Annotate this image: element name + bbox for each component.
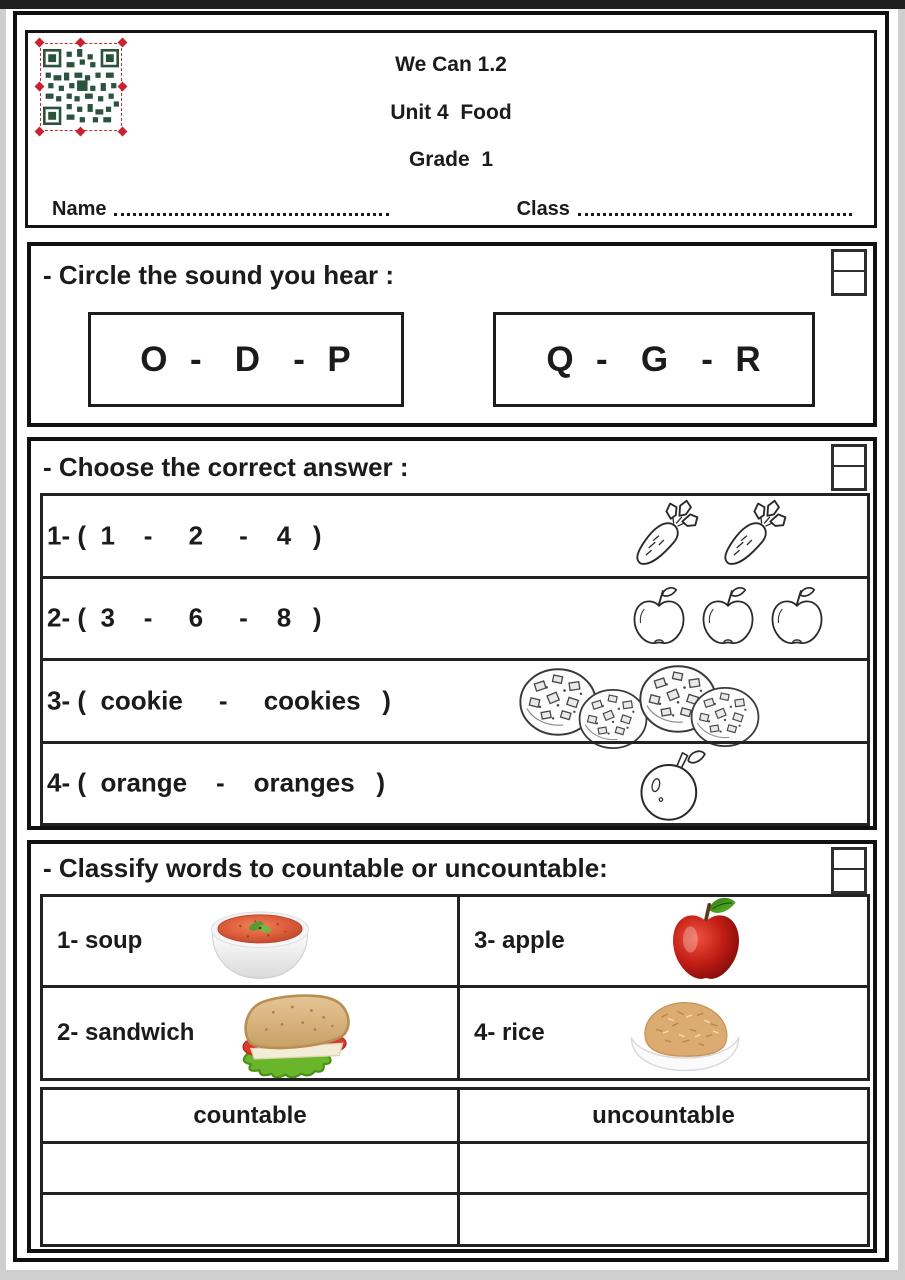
section-choose-title: - Choose the correct answer : xyxy=(43,452,409,482)
item-cell-sandwich xyxy=(43,988,460,1079)
item-label: 1- soup xyxy=(57,926,143,954)
apple-outline-icon xyxy=(627,584,691,652)
choose-table xyxy=(40,493,870,826)
book-title: We Can 1.2 xyxy=(395,53,507,76)
score-box[interactable] xyxy=(831,249,867,296)
section-classify xyxy=(27,840,877,1253)
sandwich-icon xyxy=(220,988,370,1078)
section-classify-title: - Classify words to countable or uncountable: xyxy=(43,853,608,883)
item-cell-soup xyxy=(43,897,460,988)
score-box-divider xyxy=(834,850,864,870)
answer-options-3[interactable]: 3- ( cookie - cookies ) xyxy=(47,685,391,716)
class-blank-line[interactable] xyxy=(578,212,852,216)
uncountable-answer-cell-2[interactable] xyxy=(460,1195,867,1244)
apple-outline-icon xyxy=(765,584,829,652)
classify-items-table xyxy=(40,894,870,1081)
item-label: 4- rice xyxy=(474,1018,545,1046)
selection-handle[interactable] xyxy=(118,127,128,137)
item-cell-rice xyxy=(460,988,867,1079)
apple-outline-icon xyxy=(696,584,760,652)
cookie-icon xyxy=(683,685,767,749)
countable-header: countable xyxy=(43,1090,460,1144)
choose-row-2 xyxy=(43,576,867,659)
classify-answer-table xyxy=(40,1087,870,1247)
scan-edge-strip xyxy=(0,0,905,9)
countable-answer-cell-1[interactable] xyxy=(43,1144,460,1195)
sound-option-box-1[interactable]: O - D - P xyxy=(88,312,404,407)
uncountable-header: uncountable xyxy=(460,1090,867,1144)
score-box[interactable] xyxy=(831,847,867,894)
apple-outline-images xyxy=(627,584,829,652)
score-box-divider xyxy=(834,447,864,467)
choose-row-4 xyxy=(43,741,867,824)
answer-options-4[interactable]: 4- ( orange - oranges ) xyxy=(47,767,386,798)
section-circle-sound xyxy=(27,242,877,427)
soup-bowl-icon xyxy=(194,898,326,984)
grade-title: Grade 1 xyxy=(408,148,494,171)
class-label: Class xyxy=(516,198,570,220)
item-cell-apple xyxy=(460,897,867,988)
sound-option-box-2[interactable]: Q - G - R xyxy=(493,312,815,407)
unit-title: Unit 4 Food xyxy=(390,101,512,124)
answer-options-2[interactable]: 2- ( 3 - 6 - 8 ) xyxy=(47,602,322,633)
header-box xyxy=(25,30,877,228)
rice-bowl-icon xyxy=(615,992,755,1074)
carrot-icon xyxy=(717,497,789,575)
uncountable-answer-cell-1[interactable] xyxy=(460,1144,867,1195)
name-label: Name xyxy=(52,198,107,220)
countable-answer-cell-2[interactable] xyxy=(43,1195,460,1244)
section-circle-title: - Circle the sound you hear : xyxy=(43,260,395,290)
score-box-divider xyxy=(834,252,864,272)
cookie-images xyxy=(511,661,751,741)
score-box[interactable] xyxy=(831,444,867,491)
orange-outline-icon xyxy=(635,741,707,825)
orange-image xyxy=(635,741,707,825)
carrot-icon xyxy=(629,497,701,575)
choose-row-3 xyxy=(43,658,867,741)
item-label: 3- apple xyxy=(474,926,565,954)
section-choose-answer xyxy=(27,437,877,830)
answer-options-1[interactable]: 1- ( 1 - 2 - 4 ) xyxy=(47,520,322,551)
item-label: 2- sandwich xyxy=(57,1018,195,1046)
name-blank-line[interactable] xyxy=(114,212,388,216)
choose-row-1 xyxy=(43,496,867,576)
carrot-images xyxy=(629,497,789,575)
name-class-row xyxy=(52,191,852,223)
red-apple-icon xyxy=(661,897,751,987)
